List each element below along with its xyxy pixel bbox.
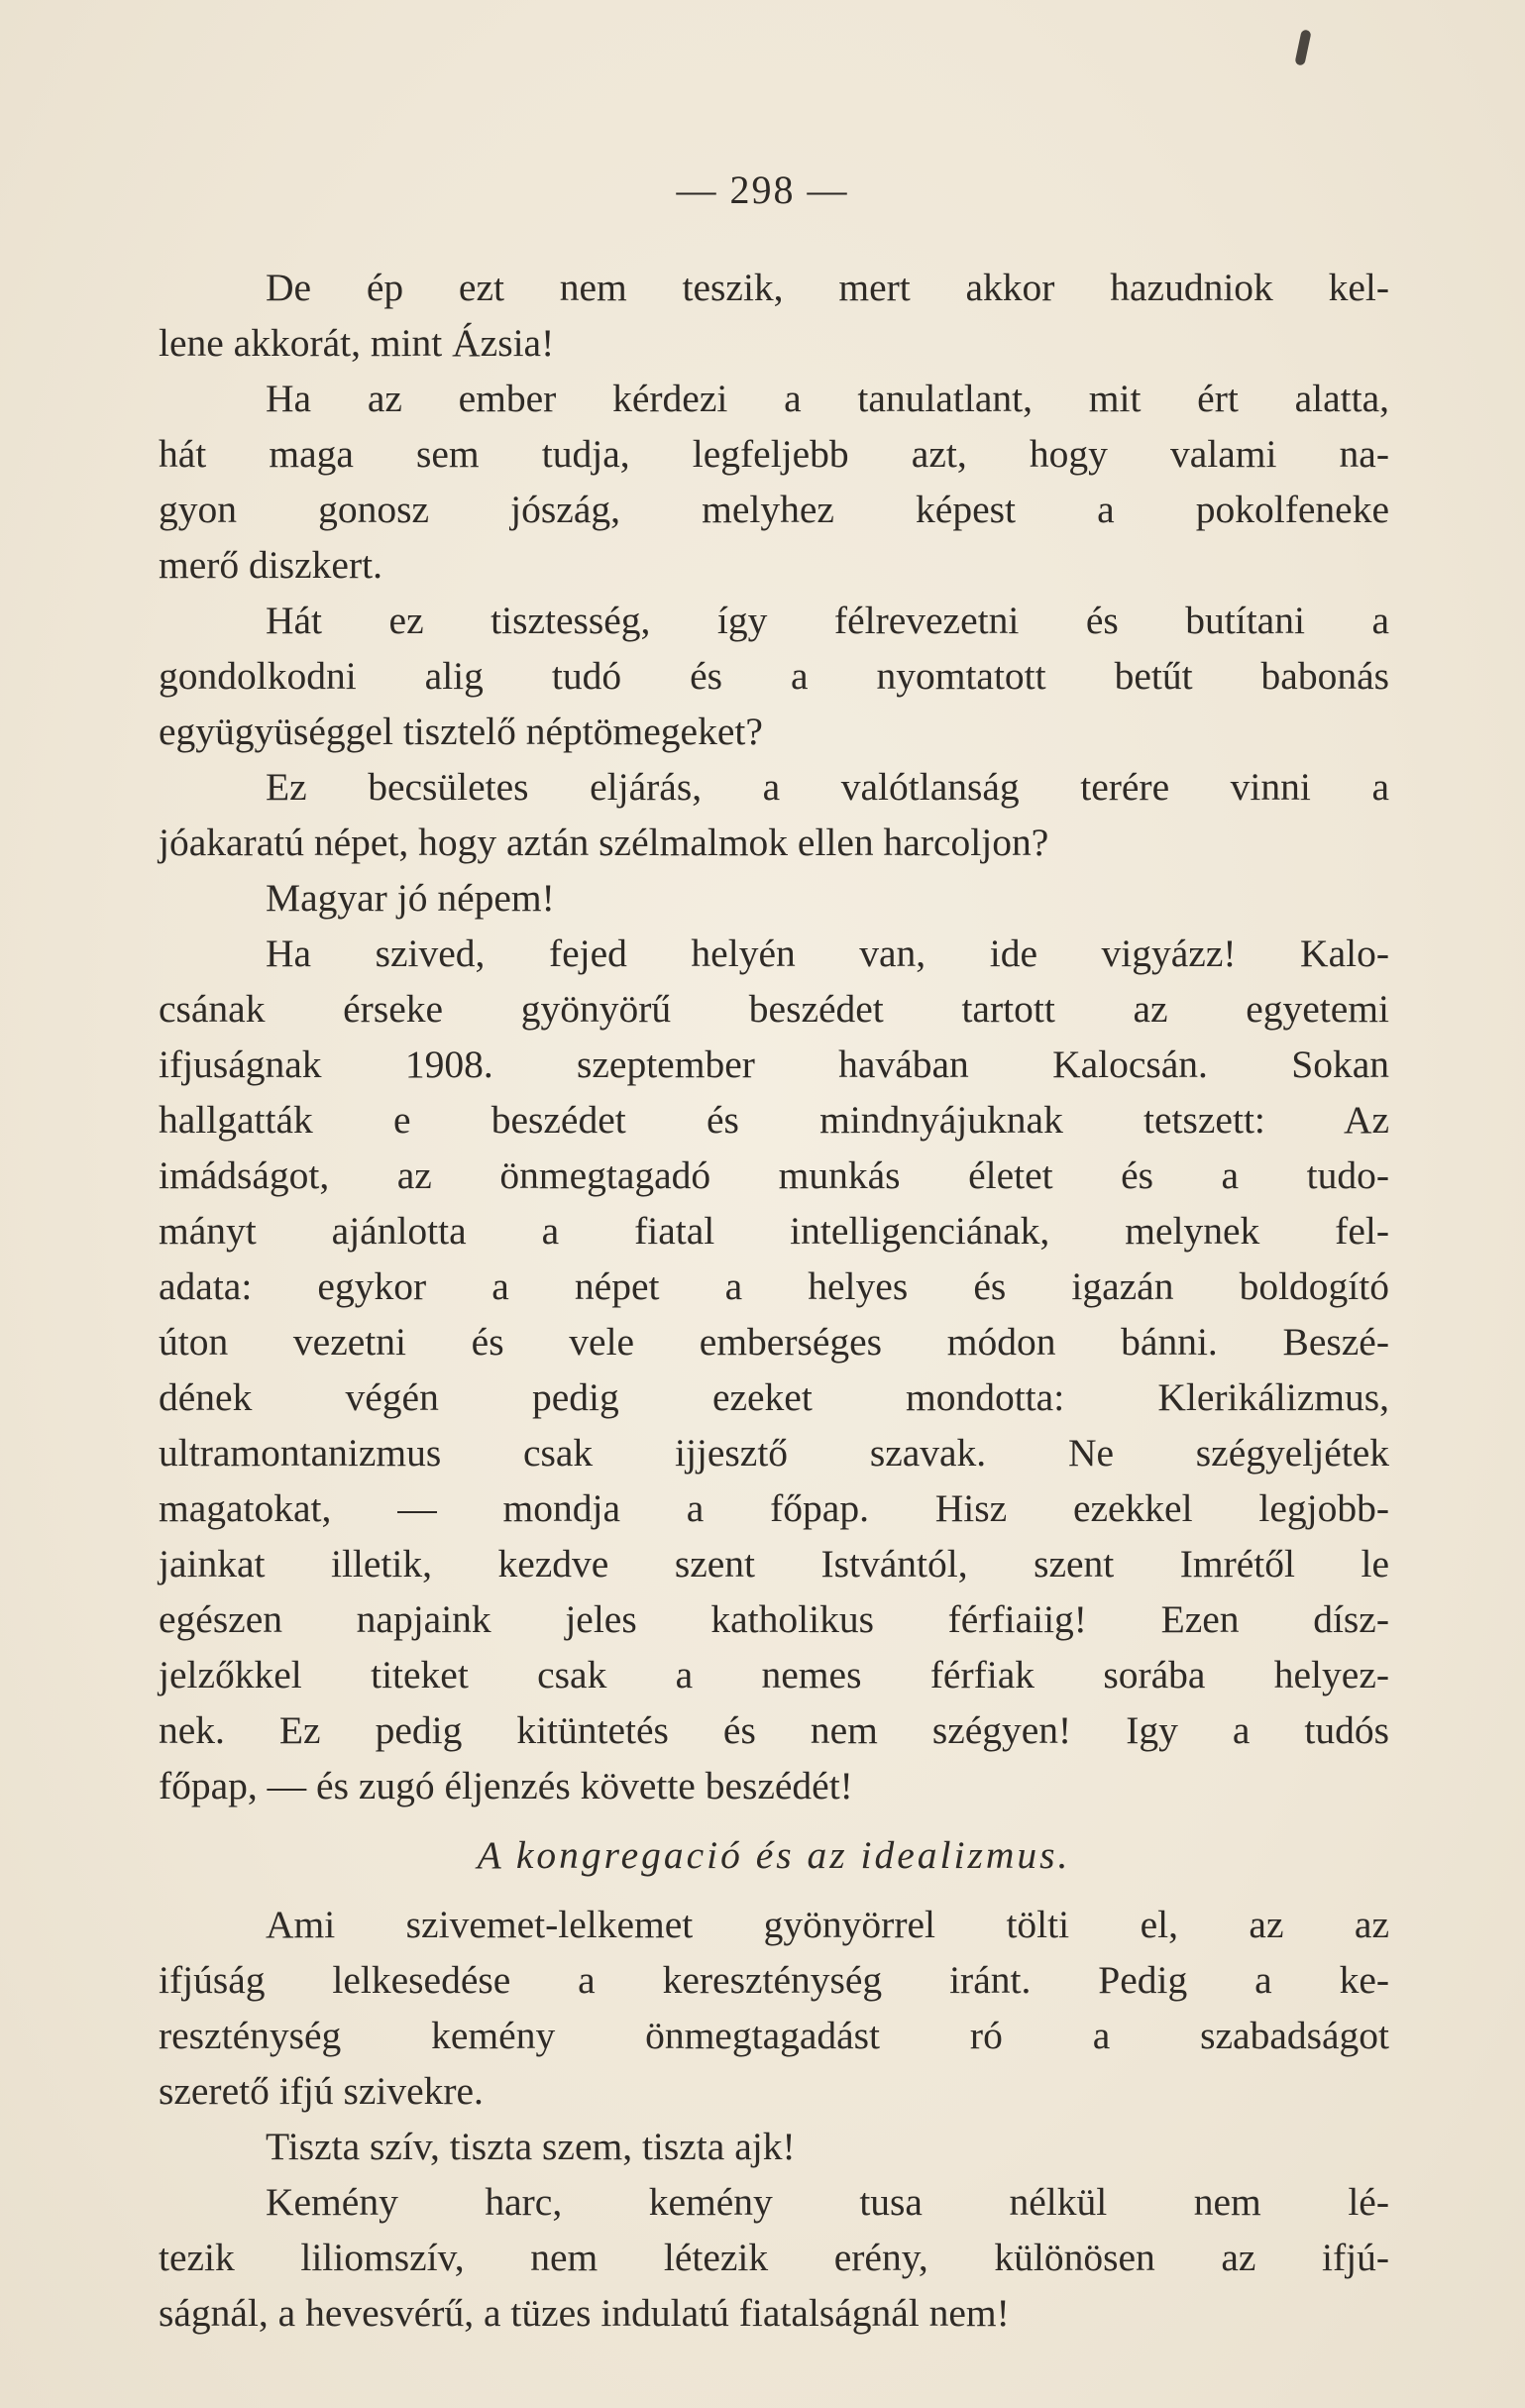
text-line: hallgatták e beszédet és mindnyájuknak tetszett: Az — [159, 1098, 1389, 1142]
paragraph — [159, 926, 1389, 1813]
text-line: merő diszkert. — [159, 543, 382, 587]
text-line: imádságot, az önmegtagadó munkás életet és a tudo- — [159, 1153, 1389, 1197]
text-line: adata: egykor a népet a helyes és igazán boldogító — [159, 1264, 1389, 1308]
text-line: Tiszta szív, tiszta szem, tiszta ajk! — [266, 2125, 796, 2168]
text-line: ifjuságnak 1908. szeptember havában Kalocsán. Sokan — [159, 1042, 1389, 1086]
text-line: úton vezetni és vele emberséges módon bánni. Beszé- — [159, 1320, 1389, 1364]
text-block-after — [159, 1897, 1389, 2341]
ink-mark — [1294, 29, 1311, 65]
text-line: ultramontanizmus csak ijjesztő szavak. Ne szégyeljétek — [159, 1431, 1389, 1475]
paragraph — [159, 759, 1389, 870]
text-line: gyon gonosz jószág, melyhez képest a pokolfeneke — [159, 488, 1389, 531]
text-line: együgyüséggel tisztelő néptömegeket? — [159, 710, 763, 753]
text-line: egészen napjaink jeles katholikus férfiaiig! Ezen dísz- — [159, 1597, 1389, 1641]
section-title: A kongregació és az idealizmus. — [477, 1833, 1071, 1877]
paragraph — [159, 2174, 1389, 2341]
text-line: reszténység kemény önmegtagadást ró a szabadságot — [159, 2014, 1389, 2057]
text-line: mányt ajánlotta a fiatal intelligenciának, melynek fel- — [159, 1209, 1389, 1253]
text-line: tezik liliomszív, nem létezik erény, különösen az ifjú- — [159, 2236, 1389, 2279]
text-line: Kemény harc, kemény tusa nélkül nem lé- — [266, 2180, 1389, 2224]
text-line: jelzőkkel titeket csak a nemes férfiak sorába helyez- — [159, 1653, 1389, 1697]
text-line: Ami szivemet-lelkemet gyönyörrel tölti el, az az — [266, 1903, 1389, 1946]
paragraph — [159, 2119, 1389, 2174]
page-number: — 298 — — [676, 167, 849, 212]
page-text — [159, 260, 1389, 2341]
text-line: ifjúság lelkesedése a kereszténység iránt. Pedig a ke- — [159, 1958, 1389, 2002]
paragraph — [159, 1897, 1389, 2119]
text-line: Hát ez tisztesség, így félrevezetni és butítani a — [266, 599, 1389, 642]
paragraph — [159, 870, 1389, 926]
text-line: Magyar jó népem! — [266, 876, 555, 920]
paragraph — [159, 371, 1389, 593]
text-line: jainkat illetik, kezdve szent Istvántól, szent Imrétől le — [159, 1542, 1389, 1586]
text-line: dének végén pedig ezeket mondotta: Klerikálizmus, — [159, 1375, 1389, 1419]
text-line: Ha az ember kérdezi a tanulatlant, mit ért alatta, — [266, 377, 1389, 420]
text-line: főpap, — és zugó éljenzés követte beszédét! — [159, 1764, 853, 1807]
text-line: csának érseke gyönyörű beszédet tartott az egyetemi — [159, 987, 1389, 1031]
text-line: gondolkodni alig tudó és a nyomtatott betűt babonás — [159, 654, 1389, 698]
text-line: Ha szived, fejed helyén van, ide vigyázz! Kalo- — [266, 931, 1389, 975]
text-line: De ép ezt nem teszik, mert akkor hazudniok kel- — [266, 266, 1389, 309]
paragraph — [159, 260, 1389, 371]
text-line: jóakaratú népet, hogy aztán szélmalmok ellen harcoljon? — [159, 821, 1049, 864]
text-line: Ez becsületes eljárás, a valótlanság terére vinni a — [266, 765, 1389, 809]
text-line: magatokat, — mondja a főpap. Hisz ezekkel legjobb- — [159, 1486, 1389, 1530]
paragraph — [159, 593, 1389, 759]
text-line: lene akkorát, mint Ázsia! — [159, 321, 555, 365]
text-line: szerető ifjú szivekre. — [159, 2069, 484, 2113]
text-line: hát maga sem tudja, legfeljebb azt, hogy valami na- — [159, 432, 1389, 476]
text-block-before — [159, 260, 1389, 1813]
text-line: nek. Ez pedig kitüntetés és nem szégyen! Igy a tudós — [159, 1708, 1389, 1752]
text-line: ságnál, a hevesvérű, a tüzes indulatú fiatalságnál nem! — [159, 2291, 1010, 2335]
